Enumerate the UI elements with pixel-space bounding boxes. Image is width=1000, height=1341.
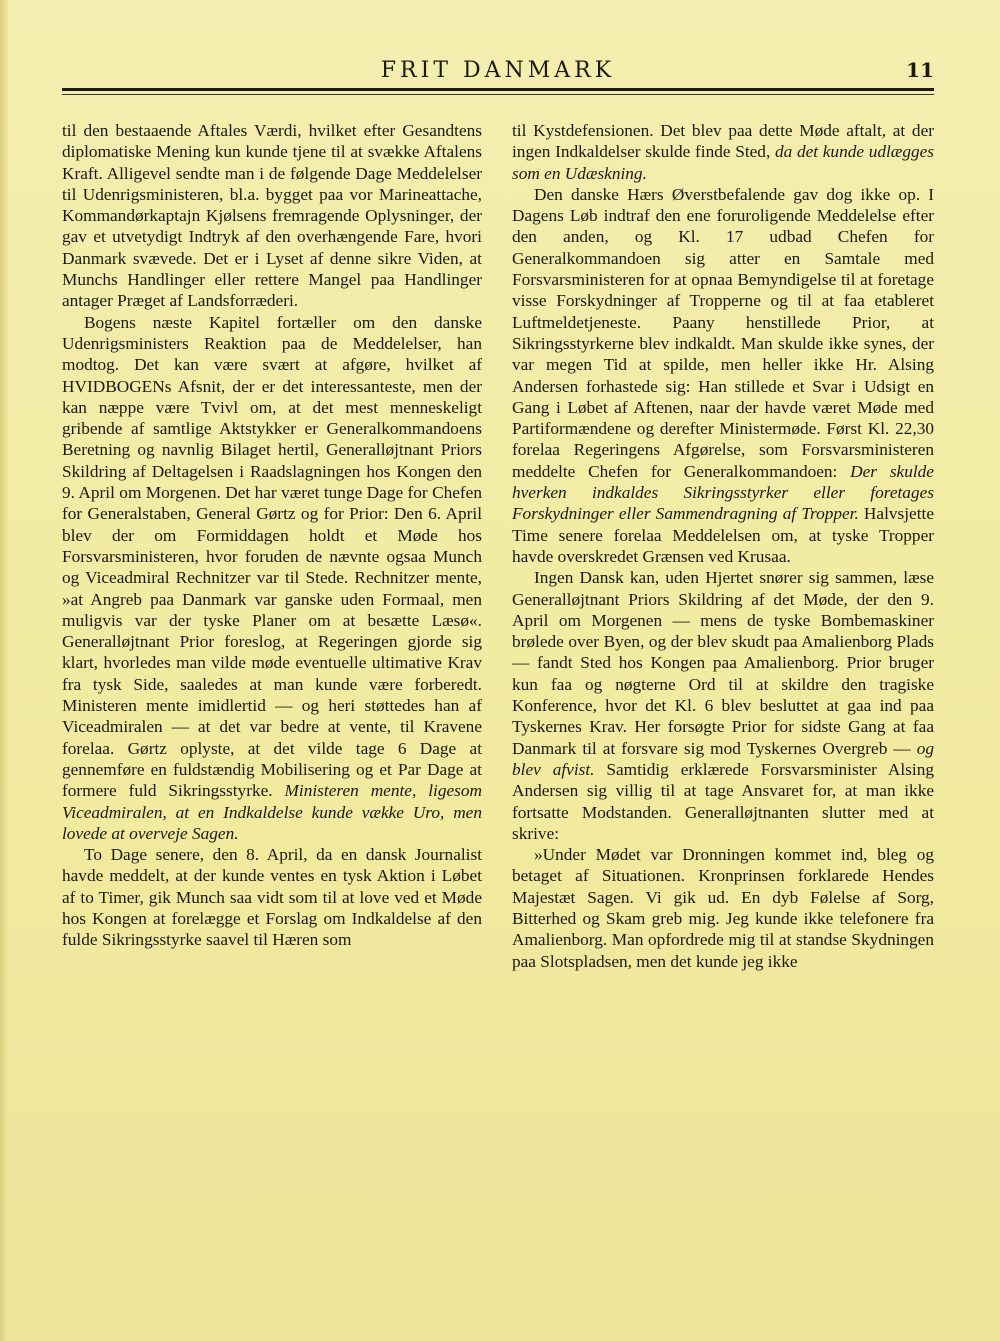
paragraph-text: Bogens næste Kapitel fortæller om den danske Udenrigsministers Reaktion paa de Meddelelser, han modtog. Det kan være svært at afgøre, hvilket af HVIDBOGENs Afsnit, der er det interessanteste, men der kan næppe være Tvivl om, at det mest menneskeligt gribende af samtlige Aktstykker er Generalkommandoens Beretning og navnlig Bilaget hertil, Generalløjtnant Priors Skildring af Deltagelsen i Raadslagningen hos Kongen den 9. April om Morgenen. Det har været tunge Dage for Chefen for Generalstaben, General Gørtz og for Prior: Den 6. April blev der om Formiddagen holdt et Møde hos Forsvarsministeren, hvor foruden de nævnte ogsaa Munch og Viceadmiral Rechnitzer var til Stede. Rechnitzer mente, »at Angreb paa Danmark var ganske uden Formaal, men muligvis var der tyske Planer om at besætte Læsø«. Generalløjtnant Prior foreslog, at Regeringen gjorde sig klart, hvorledes man vilde møde eventuelle ultimative Krav fra tysk Side, saaledes at man kunde være forberedt. Ministeren mente imidlertid — og heri støttedes han af Viceadmiralen — at det var bedre at vente, til Kravene forelaa. Gørtz oplyste, at det vilde tage 6 Dage at gennemføre en fuldstændig Mobilisering og et Par Dage at formere fuld Sikringsstyrke.: [62, 312, 482, 801]
paragraph: [512, 184, 934, 567]
page-number: 11: [906, 58, 934, 82]
paragraph-text: Ingen Dansk kan, uden Hjertet snører sig sammen, læse Generalløjtnant Priors Skildring af det Møde, der den 9. April om Morgenen — mens de tyske Bombemaskiner brølede over Byen, og der blev skudt paa Amalienborg Plads — fandt Sted hos Kongen paa Amalienborg. Prior bruger kun faa og nøgterne Ord til at skildre den tragiske Konference, hvor det Kl. 6 blev besluttet at gaa ind paa Tyskernes Krav. Her forsøgte Prior for sidste Gang at faa Danmark til at forsvare sig mod Tyskernes Overgreb —: [512, 568, 934, 758]
right-column: [512, 120, 934, 1270]
paragraph-italic: da det kunde udlægges som en Udæskning.: [512, 142, 934, 183]
header-rule-thin: [62, 94, 934, 95]
left-column: [62, 120, 482, 1270]
paragraph: [62, 312, 482, 844]
running-header: [62, 58, 934, 88]
quote-paragraph: »Under Mødet var Dronningen kommet ind, bleg og betaget af Situationen. Kronprinsen forklarede Hendes Majestæt Sagen. Vi gik ud. En dyb Følelse af Sorg, Bitterhed og Skam greb mig. Jeg kunde ikke telefonere fra Amalienborg. Man opfordrede mig til at standse Skydningen paa Slotspladsen, men det kunde jeg ikke: [512, 845, 934, 971]
paragraph: til den bestaaende Aftales Værdi, hvilket efter Gesandtens diplomatiske Mening kun kunde tjene til at svække Aftalens Kraft. Alligevel sendte man i de følgende Dage Meddelelser til Udenrigsministeren, bl.a. bygget paa vor Marineattache, Kommandørkaptajn Kjølsens fremragende Oplysninger, der gav et utvetydigt Indtryk af den overhængende Fare, hvori Danmark svævede. Det er i Lyset af denne sikre Viden, at Munchs Handlinger eller rettere Mangel paa Handlinger antager Præget af Landsforræderi.: [62, 121, 482, 311]
paragraph-italic: Der skulde hverken indkaldes Sikringsstyrker eller foretages Forskydninger eller Sammendragning af Tropper.: [512, 461, 934, 524]
paragraph-text: Samtidig erklærede Forsvarsminister Alsing Andersen sig villig til at tage Ansvaret for, at man ikke fortsatte Modstanden. Generalløjtnanten slutter med at skrive:: [512, 759, 934, 843]
paragraph: [512, 120, 934, 184]
paragraph-text: til Kystdefensionen. Det blev paa dette Møde aftalt, at der ingen Indkaldelser skulde finde Sted,: [512, 121, 934, 162]
paragraph-italic: og blev afvist.: [512, 738, 934, 779]
header-rule: [62, 88, 934, 91]
paragraph: [512, 567, 934, 844]
paragraph-italic: Ministeren mente, ligesom Viceadmiralen, at en Indkaldelse kunde vække Uro, men lovede at overveje Sagen.: [62, 781, 482, 843]
publication-title: FRIT DANMARK: [380, 58, 616, 83]
paragraph-text: Halvsjette Time senere forelaa Meddelelsen om, at tyske Tropper havde overskredet Grænsen ved Krusaa.: [512, 504, 934, 566]
page-edge: [0, 0, 8, 1341]
paragraph: To Dage senere, den 8. April, da en dansk Journalist havde meddelt, at der kunde ventes en tysk Aktion i Løbet af to Timer, gik Munch saa vidt som til at love ved et Møde hos Kongen at forelægge et Forslag om Indkaldelse af den fulde Sikringsstyrke saavel til Hæren som: [62, 845, 482, 950]
paragraph-text: Den danske Hærs Øverstbefalende gav dog ikke op. I Dagens Løb indtraf den ene foruroligende Meddelelse efter den anden, og Kl. 17 udbad Chefen for Generalkommandoen sig atter en Samtale med Forsvarsministeren for at opnaa Bemyndigelse til at foretage visse Forskydninger af Tropperne og til at faa etableret Luftmeldetjeneste. Paany henstillede Prior, at Sikringsstyrkerne blev indkaldt. Man skulde ikke synes, der var megen Tid at spilde, men heller ikke Hr. Alsing Andersen forhastede sig: Han stillede et Svar i Udsigt en Gang i Løbet af Aftenen, naar der havde været Møde med Partiformændene og derefter Ministermøde. Først Kl. 22,30 forelaa Regeringens Afgørelse, som Forsvarsministeren meddelte Chefen for Generalkommandoen:: [512, 184, 934, 481]
